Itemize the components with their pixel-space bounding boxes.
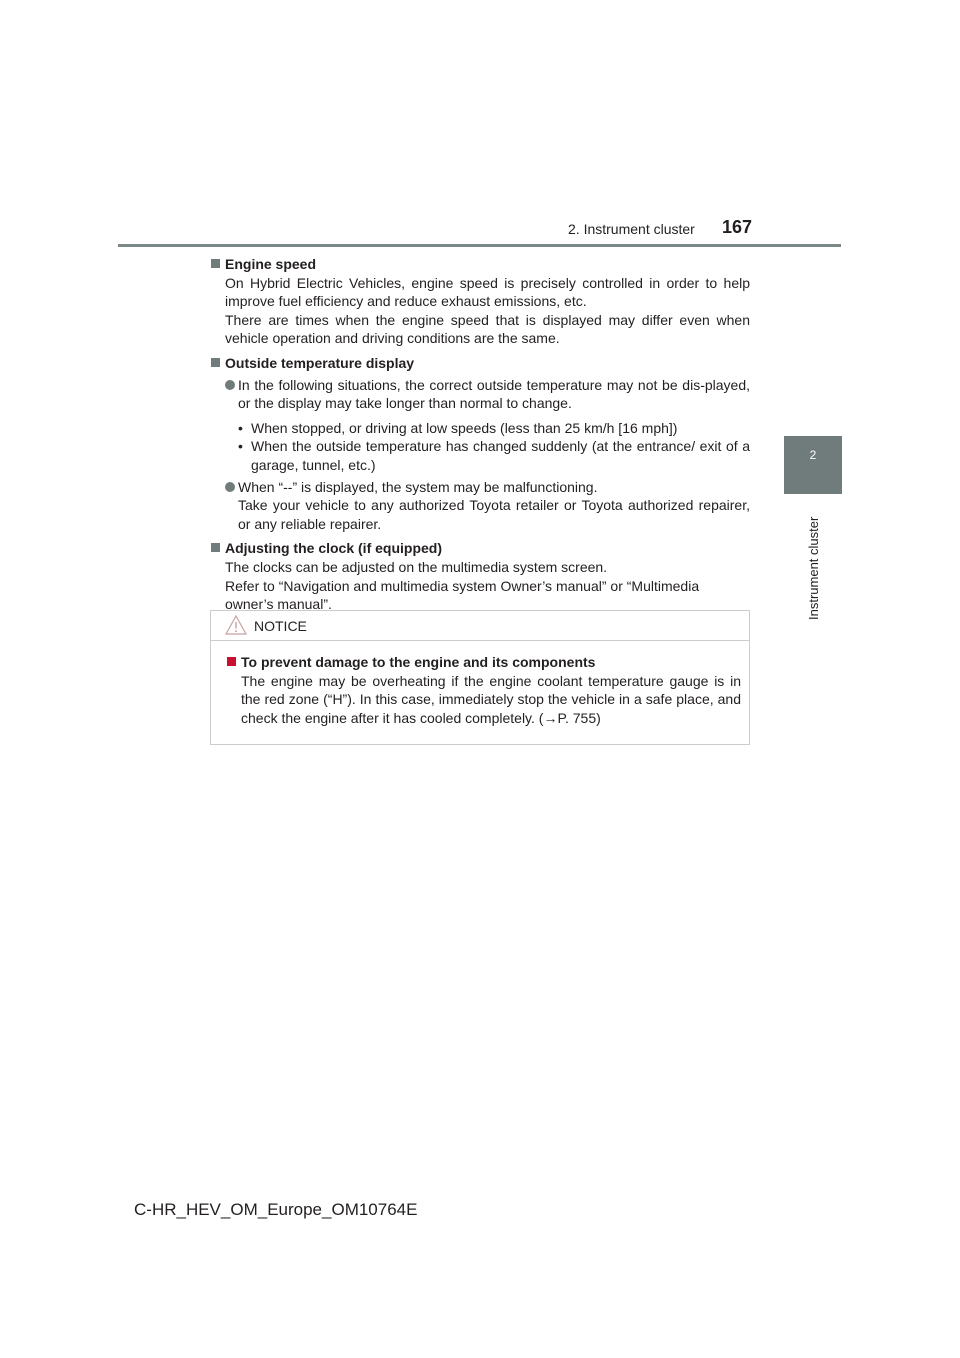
outside-temp-title: Outside temperature display bbox=[225, 354, 415, 371]
list-item bbox=[211, 478, 750, 534]
section-title bbox=[211, 539, 750, 558]
document-code: C-HR_HEV_OM_Europe_OM10764E bbox=[134, 1200, 418, 1219]
section-title bbox=[211, 354, 750, 373]
section-clock bbox=[211, 539, 750, 613]
chapter-side-label bbox=[806, 505, 822, 620]
outside-temp-item2-line2: Take your vehicle to any authorized Toyota retailer or Toyota authorized repairer, or any reliable repairer. bbox=[238, 497, 750, 532]
notice-text: The engine may be overheating if the engine coolant temperature gauge is in the red zone (“H”). In this case, immediately stop the vehicle in a safe place, and check the engine after it has cooled completely. (→P. 755) bbox=[241, 672, 741, 726]
section-title bbox=[211, 255, 750, 274]
square-bullet-icon bbox=[227, 657, 236, 666]
dot-bullet-icon: • bbox=[238, 419, 243, 436]
header-rule bbox=[118, 244, 841, 247]
engine-speed-p1: On Hybrid Electric Vehicles, engine speed is precisely controlled in order to help improve fuel efficiency and reduce exhaust emissions, etc. bbox=[225, 274, 750, 310]
notice-header bbox=[211, 611, 749, 641]
engine-speed-title: Engine speed bbox=[225, 256, 317, 272]
section-outside-temperature bbox=[211, 354, 750, 533]
notice-title-text: To prevent damage to the engine and its components bbox=[241, 654, 596, 670]
notice-title bbox=[227, 653, 741, 672]
square-bullet-icon bbox=[211, 259, 220, 268]
circle-bullet-icon bbox=[225, 380, 235, 390]
chapter-tab bbox=[784, 436, 842, 494]
chapter-side-label-text: Instrument cluster bbox=[806, 516, 821, 620]
square-bullet-icon bbox=[211, 543, 220, 552]
list-item bbox=[211, 376, 750, 413]
paragraph bbox=[211, 558, 750, 614]
notice-body bbox=[227, 653, 741, 727]
outside-temp-item2-line1: When “--” is displayed, the system may be malfunctioning. bbox=[238, 478, 598, 495]
circle-bullet-icon bbox=[225, 482, 235, 492]
engine-speed-p2: There are times when the engine speed that is displayed may differ even when vehicle operation and driving conditions are the same. bbox=[225, 311, 750, 347]
clock-title: Adjusting the clock (if equipped) bbox=[225, 540, 442, 557]
clock-p1: The clocks can be adjusted on the multimedia system screen. bbox=[225, 558, 608, 575]
main-content bbox=[211, 255, 750, 618]
outside-temp-bullet1: When stopped, or driving at low speeds (less than 25 km/h [16 mph]) bbox=[251, 419, 678, 436]
chapter-tab-number: 2 bbox=[809, 448, 817, 462]
notice-box bbox=[210, 610, 750, 745]
warning-triangle-icon bbox=[225, 615, 247, 635]
list-item bbox=[211, 437, 750, 474]
page-number: 167 bbox=[722, 217, 753, 237]
outside-temp-item1: In the following situations, the correct outside temperature may not be dis-played, or the display may take longer than normal to change. bbox=[238, 376, 750, 412]
clock-p2: Refer to “Navigation and multimedia system Owner’s manual” or “Multimedia owner’s manual”. bbox=[225, 577, 700, 613]
notice-label: NOTICE bbox=[254, 618, 307, 634]
outside-temp-bullet2: When the outside temperature has changed suddenly (at the entrance/ exit of a garage, tunnel, etc.) bbox=[251, 438, 750, 473]
paragraph bbox=[211, 274, 750, 348]
section-engine-speed bbox=[211, 255, 750, 348]
list-item bbox=[211, 419, 750, 438]
square-bullet-icon bbox=[211, 358, 220, 367]
dot-bullet-icon: • bbox=[238, 438, 243, 455]
header-section-title: 2. Instrument cluster bbox=[568, 221, 695, 237]
